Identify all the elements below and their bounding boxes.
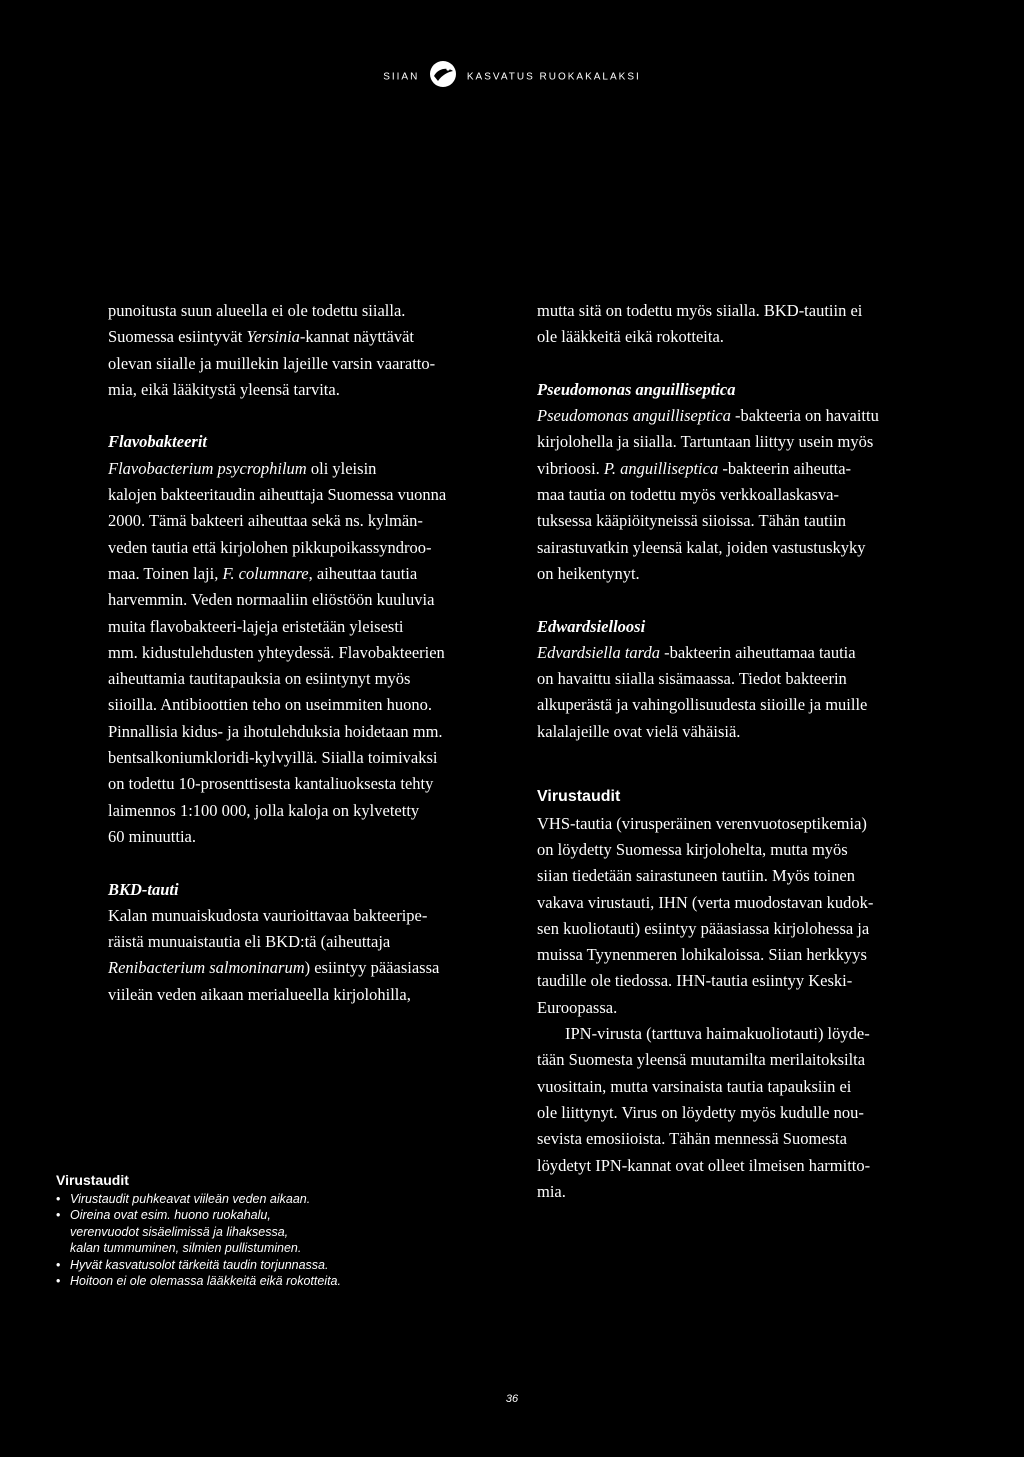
text-line: veden tautia että kirjolohen pikkupoikassyndroo- bbox=[108, 537, 432, 557]
page-number: 36 bbox=[505, 1393, 519, 1405]
fish-logo-icon bbox=[428, 59, 458, 89]
summary-item: • Hyvät kasvatusolot tärkeitä taudin torjunnassa. bbox=[56, 1257, 476, 1274]
section-heading-bkd-tauti: BKD-tauti bbox=[108, 879, 179, 899]
summary-list bbox=[56, 1191, 476, 1290]
text-line: Suomessa esiintyvät Yersinia-kannat näyttävät bbox=[108, 327, 414, 347]
text-line: vibrioosi. P. anguillisepticа -bakteerin aiheutta- bbox=[537, 458, 852, 478]
text-line: sevista emosiioista. Tähän mennessä Suomesta bbox=[537, 1129, 847, 1149]
text-line: Edvardsiella tarda -bakteerin aiheuttamaa tautia bbox=[537, 642, 856, 662]
text-line: vakava virustauti, IHN (verta muodostavan kudok- bbox=[537, 892, 874, 912]
text-line: on todettu 10-prosenttisesta kantaliuoksesta tehty bbox=[108, 774, 434, 794]
summary-item: • Virustaudit puhkeavat viileän veden aikaan. bbox=[56, 1191, 476, 1208]
text-line: laimennos 1:100 000, jolla kaloja on kylvetetty bbox=[108, 800, 420, 820]
text-line: mia. bbox=[537, 1181, 566, 1201]
summary-item: • Hoitoon ei ole olemassa lääkkeitä eikä rokotteita. bbox=[56, 1273, 476, 1290]
text-line: kirjolohella ja siialla. Tartuntaan liittyy usein myös bbox=[537, 432, 874, 452]
text-line: tään Suomesta yleensä muutamilta merilaitoksilta bbox=[537, 1050, 866, 1070]
section-heading-edwardsielloosi: Edwardsielloosi bbox=[537, 616, 646, 636]
text-line: Flavobacterium psycrophilum oli yleisin bbox=[108, 458, 377, 478]
text-line: aiheuttamia tautitapauksia on esiintynyt myös bbox=[108, 669, 411, 689]
header-left-text: SIIAN bbox=[383, 71, 420, 83]
text-line: kalalajeille ovat vielä vähäisiä. bbox=[537, 721, 741, 741]
text-line: on heikentynyt. bbox=[537, 563, 640, 583]
text-line: Pseudomonas anguillisepticа -bakteeria on havaittu bbox=[537, 406, 879, 426]
section-heading-virustaudit: Virustaudit bbox=[537, 788, 621, 806]
text-line: VHS-tautia (virusperäinen verenvuotoseptikemia) bbox=[537, 813, 867, 833]
text-line: mutta sitä on todettu myös siialla. BKD-tautiin ei bbox=[537, 301, 863, 320]
text-line: IPN-virusta (tarttuva haimakuoliotauti) löyde- bbox=[565, 1024, 870, 1044]
text-line: sairastuvatkin yleensä kalat, joiden vastustuskyky bbox=[537, 537, 866, 557]
right-column bbox=[537, 298, 937, 1205]
text-line: kalojen bakteeritaudin aiheuttaja Suomessa vuonna bbox=[108, 485, 447, 505]
text-line: sen kuoliotauti) esiintyy pääasiassa kirjolohessa ja bbox=[537, 918, 870, 938]
text-line: muita flavobakteeri-lajeja eristetään yleisesti bbox=[108, 616, 404, 636]
text-line: Renibacterium salmoninarum) esiintyy pääasiassa bbox=[108, 958, 440, 978]
left-column bbox=[108, 298, 508, 1008]
text-line: 2000. Tämä bakteeri aiheuttaa sekä ns. kylmän- bbox=[108, 511, 423, 531]
text-line: on havaittu siialla sisämaassa. Tiedot bakteerin bbox=[537, 669, 847, 689]
text-line: räistä munuaistautia eli BKD:tä (aiheuttaja bbox=[108, 932, 391, 952]
text-line: muissa Tyynenmeren lohikaloissa. Siian herkkyys bbox=[537, 945, 867, 965]
text-line: tuksessa kääpiöityneissä siioissa. Tähän tautiin bbox=[537, 511, 847, 531]
header-right-text: KASVATUS RUOKAKALAKSI bbox=[466, 71, 641, 83]
text-line: maa. Toinen laji, F. columnare, aiheuttaa tautia bbox=[108, 563, 418, 583]
text-line: siian tiedetään sairastuneen tautiin. Myös toinen bbox=[537, 866, 856, 886]
section-heading-flavobakteerit: Flavobakteerit bbox=[108, 432, 207, 452]
text-line: alkuperästä ja vahingollisuudesta siioille ja muille bbox=[537, 695, 868, 715]
text-line: harvemmin. Veden normaaliin eliöstöön kuuluvia bbox=[108, 590, 435, 610]
text-line: on löydetty Suomessa kirjolohelta, mutta myös bbox=[537, 839, 848, 859]
text-line: 60 minuuttia. bbox=[108, 826, 196, 846]
text-line: löydetyt IPN-kannat ovat olleet ilmeisen harmitto- bbox=[537, 1155, 871, 1175]
running-header bbox=[0, 62, 1024, 92]
summary-box-title: Virustaudit bbox=[56, 1172, 129, 1188]
summary-item: • Oireina ovat esim. huono ruokahalu, verenvuodot sisäelimissä ja lihaksessa, kalan tummuminen, silmien pullistuminen. bbox=[56, 1207, 476, 1257]
section-heading-pseudomonas: Pseudomonas anguillisepticа bbox=[537, 379, 736, 399]
text-line: ole lääkkeitä eikä rokotteita. bbox=[537, 327, 724, 347]
text-line: viileän veden aikaan merialueella kirjolohilla, bbox=[108, 984, 411, 1004]
text-line: mm. kidustulehdusten yhteydessä. Flavobakteerien bbox=[108, 642, 445, 662]
text-line: Kalan munuaiskudosta vaurioittavaa bakteeripe- bbox=[108, 905, 428, 925]
text-line: ole liittynyt. Virus on löydetty myös kudulle nou- bbox=[537, 1102, 864, 1122]
text-line: mia, eikä lääkitystä yleensä tarvita. bbox=[108, 379, 340, 399]
text-line: maa tautia on todettu myös verkkoallaskasva- bbox=[537, 485, 839, 505]
text-line: bentsalkoniumkloridi-kylvyillä. Siialla toimivaksi bbox=[108, 748, 438, 768]
text-line: Pinnallisia kidus- ja ihotulehduksia hoidetaan mm. bbox=[108, 721, 443, 741]
text-line: olevan siialle ja muillekin lajeille varsin vaaratto- bbox=[108, 353, 436, 373]
text-line: punoitusta suun alueella ei ole todettu siialla. bbox=[108, 301, 406, 320]
text-line: taudille ole tiedossa. IHN-tautia esiintyy Keski- bbox=[537, 971, 853, 991]
text-line: siioilla. Antibioottien teho on useimmiten huono. bbox=[108, 695, 433, 715]
text-line: vuosittain, mutta varsinaista tautia tapauksiin ei bbox=[537, 1076, 852, 1096]
summary-box-virustaudit bbox=[56, 1172, 476, 1290]
text-line: Euroopassa. bbox=[537, 997, 618, 1017]
